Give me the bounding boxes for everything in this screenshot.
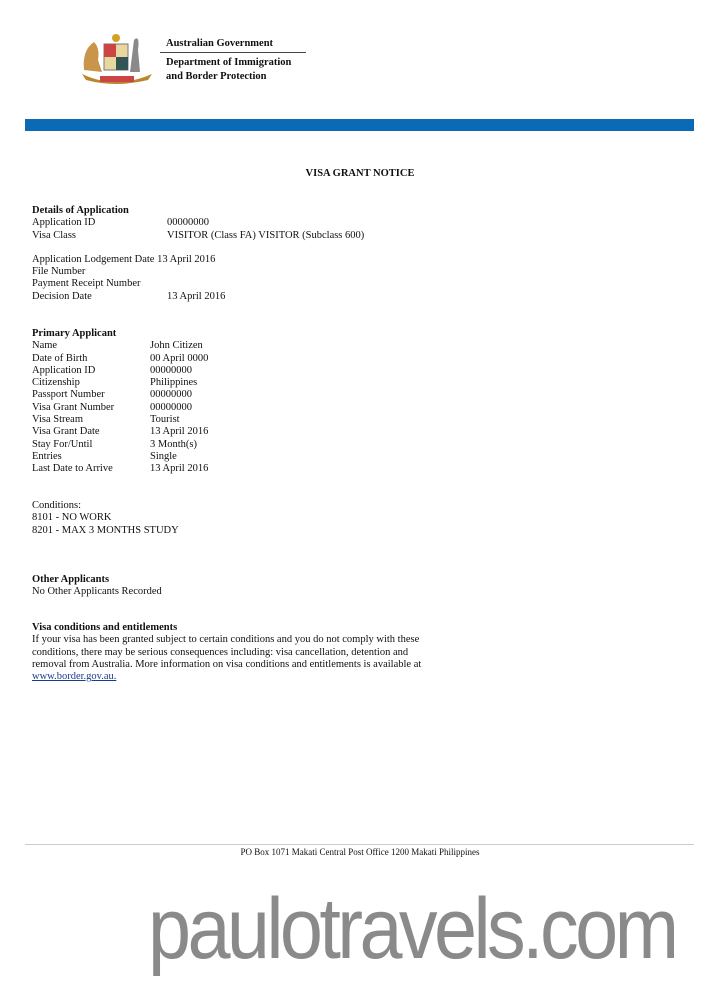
applicant-value: 3 Month(s) bbox=[150, 438, 197, 450]
detail-label: Application ID bbox=[32, 217, 96, 229]
applicant-row bbox=[32, 451, 208, 463]
detail-row bbox=[32, 217, 364, 229]
applicant-label: Visa Grant Number bbox=[32, 401, 115, 413]
condition-item: 8201 - MAX 3 MONTHS STUDY bbox=[32, 524, 179, 536]
applicant-row bbox=[32, 353, 208, 365]
applicant-value: 13 April 2016 bbox=[150, 463, 209, 475]
details-heading: Details of Application bbox=[32, 205, 129, 216]
lodgement-date: Application Lodgement Date 13 April 2016 bbox=[32, 253, 216, 265]
other-heading: Other Applicants bbox=[32, 574, 110, 585]
applicant-row bbox=[32, 426, 208, 438]
condition-item: 8101 - NO WORK bbox=[32, 512, 112, 524]
applicant-value: 00000000 bbox=[150, 389, 192, 401]
applicant-row bbox=[32, 340, 208, 352]
detail-label: Decision Date bbox=[32, 290, 92, 302]
applicant-row bbox=[32, 463, 208, 475]
coat-of-arms-logo bbox=[78, 30, 156, 88]
entitlements-section bbox=[32, 622, 421, 683]
applicant-row bbox=[32, 414, 208, 426]
applicant-value: Single bbox=[150, 450, 177, 462]
watermark: paulotravels.com bbox=[148, 881, 676, 977]
header-divider bbox=[160, 52, 306, 53]
department-name bbox=[166, 56, 291, 84]
header-blue-bar bbox=[25, 119, 694, 131]
applicant-label: Visa Stream bbox=[32, 414, 83, 426]
entitlements-text: removal from Australia. More information on visa conditions and entitlements is available at bbox=[32, 658, 422, 670]
entitlements-heading: Visa conditions and entitlements bbox=[32, 622, 178, 633]
applicant-value: Philippines bbox=[150, 377, 198, 389]
footer-address: PO Box 1071 Makati Central Post Office 1200 Makati Philippines bbox=[240, 847, 480, 857]
conditions-heading: Conditions: bbox=[32, 500, 82, 511]
payment-receipt-label: Payment Receipt Number bbox=[32, 278, 141, 290]
footer-divider bbox=[25, 844, 694, 845]
applicant-label: Passport Number bbox=[32, 389, 105, 401]
applicant-value: John Citizen bbox=[150, 340, 203, 352]
applicant-value: 00 April 0000 bbox=[150, 352, 209, 364]
applicant-row bbox=[32, 439, 208, 451]
detail-row bbox=[32, 230, 364, 242]
applicant-row bbox=[32, 365, 208, 377]
file-number-label: File Number bbox=[32, 266, 86, 278]
conditions-section bbox=[32, 500, 179, 537]
applicant-label: Entries bbox=[32, 450, 62, 462]
applicant-label: Last Date to Arrive bbox=[32, 463, 113, 475]
applicant-value: 00000000 bbox=[150, 364, 192, 376]
applicant-value: 00000000 bbox=[150, 401, 192, 413]
government-name: Australian Government bbox=[166, 38, 274, 49]
details-section bbox=[32, 205, 364, 303]
applicant-value: Tourist bbox=[150, 414, 180, 426]
department-line-2: and Border Protection bbox=[166, 71, 267, 82]
detail-value: VISITOR (Class FA) VISITOR (Subclass 600) bbox=[167, 229, 365, 241]
applicant-value: 13 April 2016 bbox=[150, 426, 209, 438]
detail-row bbox=[32, 291, 364, 303]
applicant-row bbox=[32, 402, 208, 414]
detail-label: Visa Class bbox=[32, 229, 76, 241]
applicant-label: Stay For/Until bbox=[32, 438, 93, 450]
detail-value: 13 April 2016 bbox=[167, 290, 226, 302]
department-line-1: Department of Immigration bbox=[166, 57, 292, 68]
primary-applicant-section bbox=[32, 328, 208, 476]
applicant-label: Citizenship bbox=[32, 377, 80, 389]
primary-heading: Primary Applicant bbox=[32, 328, 117, 339]
applicant-label: Visa Grant Date bbox=[32, 426, 100, 438]
applicant-label: Application ID bbox=[32, 364, 96, 376]
applicant-label: Date of Birth bbox=[32, 352, 88, 364]
applicant-label: Name bbox=[32, 340, 58, 352]
entitlements-text: conditions, there may be serious consequences including: visa cancellation, detention and bbox=[32, 646, 409, 658]
applicant-row bbox=[32, 377, 208, 389]
border-website-link[interactable]: www.border.gov.au. bbox=[32, 671, 117, 683]
detail-value: 00000000 bbox=[167, 217, 209, 229]
document-title: VISA GRANT NOTICE bbox=[305, 168, 415, 179]
other-applicants-section bbox=[32, 574, 162, 599]
other-text: No Other Applicants Recorded bbox=[32, 586, 162, 598]
entitlements-text: If your visa has been granted subject to certain conditions and you do not comply with these bbox=[32, 634, 420, 646]
applicant-row bbox=[32, 389, 208, 401]
